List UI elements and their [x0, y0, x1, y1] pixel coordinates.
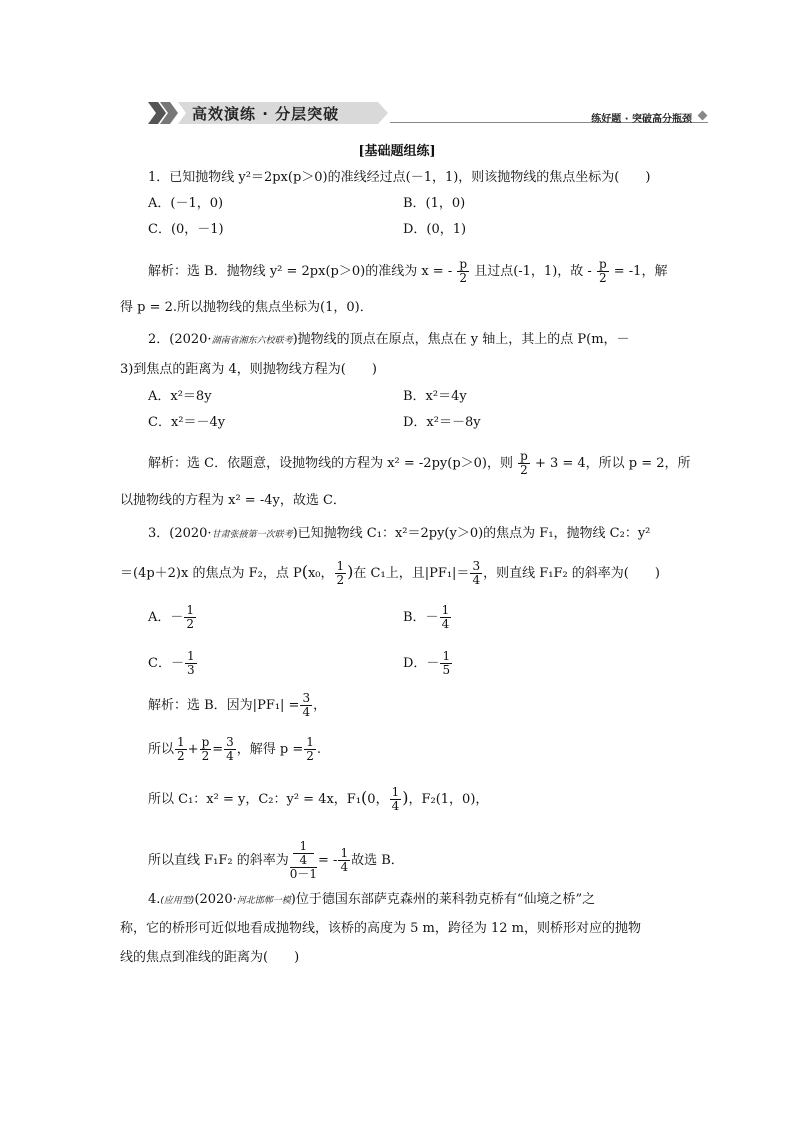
- period: .: [316, 742, 322, 757]
- q1-stem: 1．已知抛物线 y²＝2px(p＞0)的准线经过点(－1，1)，则该抛物线的焦点坐标为( ): [148, 170, 651, 185]
- frac-num: 1: [391, 785, 400, 799]
- frac-den: 2: [186, 617, 195, 631]
- frac-den: 4: [299, 853, 308, 867]
- frac-num: 1: [293, 840, 314, 854]
- frac-num: p: [201, 735, 210, 749]
- q3-sol4-a: 所以直线 F₁F₂ 的斜率为: [148, 853, 289, 868]
- compound-den: 0－1: [289, 867, 318, 881]
- frac-den: 2: [201, 749, 210, 763]
- frac-num: 1: [306, 735, 314, 749]
- frac-den: 2: [306, 749, 314, 763]
- q3-sol2-b: ，解得 p =: [236, 742, 304, 757]
- q2-prefix: 2．(2020·: [148, 332, 212, 347]
- option-label: D．－: [403, 656, 440, 671]
- frac: [390, 786, 402, 813]
- frac-den: 2: [598, 271, 607, 285]
- q1-sol-a: 解析：选 B．抛物线 y² = 2px(p＞0)的准线为 x = -: [148, 264, 453, 279]
- q1-sol-c: = -1，解: [613, 264, 668, 279]
- frac-num: 1: [340, 846, 349, 860]
- q3-solution-line4: [148, 840, 404, 881]
- q4-source: 河北邯郸一模: [236, 896, 291, 906]
- frac: [224, 736, 236, 763]
- q3-sol4-b: = -: [318, 853, 338, 868]
- q2-solution-line2: 以抛物线的方程为 x² = -4y，故选 C．: [120, 493, 346, 508]
- q3-sol4-c: 故选 B．: [351, 853, 404, 868]
- frac-den: 2: [459, 271, 468, 285]
- q2-stem-line2: 3)到焦点的距离为 4，则抛物线方程为( ): [120, 362, 377, 377]
- q2-sol-fraction: [518, 450, 530, 477]
- banner-title: 高效演练 · 分层突破: [192, 105, 340, 123]
- q3-stem-a: )已知抛物线 C₁：x²＝2py(y＞0)的焦点为 F₁，抛物线 C₂：y²: [292, 526, 651, 541]
- frac-den: 5: [442, 663, 451, 677]
- q2-stem-a: )抛物线的顶点在原点，焦点在 y 轴上，其上的点 P(m，－: [292, 332, 630, 347]
- frac-num: 1: [336, 559, 345, 573]
- q2-source: 湖南省湘东六校联考: [211, 336, 293, 346]
- frac-den: 2: [520, 463, 528, 477]
- q1-option-c: C．(0，－1): [148, 222, 224, 237]
- frac-num: 1: [441, 603, 450, 617]
- header-right-text: 练好题 · 突破高分瓶颈: [591, 114, 692, 125]
- right-paren-icon: ): [347, 562, 354, 581]
- frac-num: 3: [472, 559, 481, 573]
- frac-den: 3: [186, 663, 195, 677]
- q2-option-c: C．x²＝－4y: [148, 415, 226, 430]
- q3-line2-d: ，则直线 F₁F₂ 的斜率为( ): [483, 566, 660, 581]
- q4-tag: (应用型): [160, 896, 195, 906]
- q3-stem-line1: [148, 526, 650, 543]
- frac-den: 4: [441, 617, 450, 631]
- q2-option-b: B．x²＝4y: [403, 389, 467, 404]
- plus-sign: +: [187, 742, 199, 757]
- frac-num: 1: [186, 649, 195, 663]
- frac-den: 4: [472, 573, 481, 587]
- q3-prefix: 3．(2020·: [148, 526, 212, 541]
- q3-option-d: [403, 650, 453, 677]
- q3-option-a: [148, 604, 197, 631]
- frac-num: 3: [302, 691, 311, 705]
- right-paren-icon: ): [402, 788, 409, 807]
- q1-option-d: D．(0，1): [403, 222, 467, 237]
- q3-line2-fraction: [335, 560, 347, 587]
- q3-sol3-a: 所以 C₁：x² = y，C₂：y² = 4x，F₁: [148, 792, 362, 807]
- frac-num: p: [520, 449, 528, 463]
- frac-den: 4: [391, 799, 400, 813]
- q3-sol1-b: ，: [313, 698, 327, 713]
- frac-den: 2: [336, 573, 345, 587]
- option-label: C．－: [148, 656, 184, 671]
- q4-stem-b: (2020·: [194, 892, 237, 907]
- q1-sol-b: 且过点(-1，1)，故 -: [474, 264, 592, 279]
- page-header: [148, 100, 708, 130]
- q3-option-c: [148, 650, 198, 677]
- q3-solution-line2: [148, 736, 321, 763]
- q3-sol1-fraction: [300, 692, 312, 719]
- q3-sol3-c: ，F₂(1，0)，: [408, 792, 489, 807]
- q2-solution-line1: [148, 450, 691, 477]
- q2-stem-line1: [148, 332, 630, 349]
- q3-option-b: [403, 604, 452, 631]
- frac-den: 2: [177, 749, 185, 763]
- q3-line2-a: ＝(4p＋2)x 的焦点为 F₂，点 P: [120, 566, 302, 581]
- q3-sol2-a: 所以: [148, 742, 175, 757]
- section-title: [基础题组练]: [358, 144, 436, 159]
- left-paren-icon: (: [301, 562, 308, 581]
- q2-sol-a: 解析：选 C．依题意，设抛物线的方程为 x² = -2py(p＞0)，则: [148, 456, 513, 471]
- q4-stem-line3: 线的焦点到准线的距离为( ): [120, 950, 300, 965]
- q2-option-d: D．x²＝－8y: [403, 415, 481, 430]
- frac-num: p: [459, 257, 468, 271]
- frac-den: 4: [340, 860, 349, 874]
- q3-solution-line3: [148, 786, 488, 813]
- diamond-icon: [698, 111, 708, 121]
- q1-solution-line1: [148, 258, 667, 285]
- q4-stem-c: )位于德国东部萨克森州的莱科勃克桥有“仙境之桥”之: [290, 892, 596, 907]
- frac: [175, 736, 187, 763]
- frac-num: p: [598, 257, 607, 271]
- option-label: B．－: [403, 610, 439, 625]
- q1-option-b: B．(1，0): [403, 196, 466, 211]
- q3-line2-fraction-2: [470, 560, 482, 587]
- option-fraction: [440, 604, 452, 631]
- frac-den: 4: [226, 749, 234, 763]
- q4-stem-line2: 称，它的桥形可近似地看成抛物线，该桥的高度为 5 m，跨径为 12 m，则桥形对应的抛物: [120, 921, 641, 936]
- q3-solution-line1: [148, 692, 326, 719]
- frac: [200, 736, 212, 763]
- q3-sol3-b: 0，: [367, 792, 389, 807]
- option-fraction: [184, 604, 196, 631]
- compound-num: [290, 840, 317, 868]
- equals-sign: =: [212, 742, 224, 757]
- q2-sol-b: + 3 = 4，所以 p = 2，所: [534, 456, 691, 471]
- q3-sol1-a: 解析：选 B．因为|PF₁| =: [148, 698, 300, 713]
- frac-num: 1: [186, 603, 195, 617]
- frac-num: 3: [226, 735, 234, 749]
- frac-den: 4: [302, 705, 311, 719]
- left-paren-icon: (: [361, 788, 368, 807]
- frac-num: 1: [177, 735, 185, 749]
- q1-sol-fraction-2: [597, 258, 609, 285]
- q3-source: 甘肃张掖第一次联考: [211, 530, 293, 540]
- option-fraction: [440, 650, 452, 677]
- q3-stem-line2: [120, 560, 660, 587]
- frac: [338, 847, 350, 874]
- frac: [304, 736, 316, 763]
- q4-prefix: 4.: [148, 892, 161, 907]
- q1-option-a: A．(－1，0): [148, 196, 224, 211]
- q1-sol-fraction: [457, 258, 469, 285]
- q1-solution-line2: 得 p = 2.所以抛物线的焦点坐标为(1，0)．: [120, 300, 373, 315]
- q4-stem-line1: [148, 892, 595, 909]
- option-fraction: [185, 650, 197, 677]
- inner-frac: [293, 840, 314, 867]
- compound-fraction: [290, 840, 317, 881]
- q2-option-a: A．x²＝8y: [148, 389, 212, 404]
- option-label: A．－: [148, 610, 184, 625]
- q3-line2-c: 在 C₁上，且|PF₁|＝: [353, 566, 470, 581]
- frac-num: 1: [442, 649, 451, 663]
- q3-line2-b: x₀，: [307, 566, 334, 581]
